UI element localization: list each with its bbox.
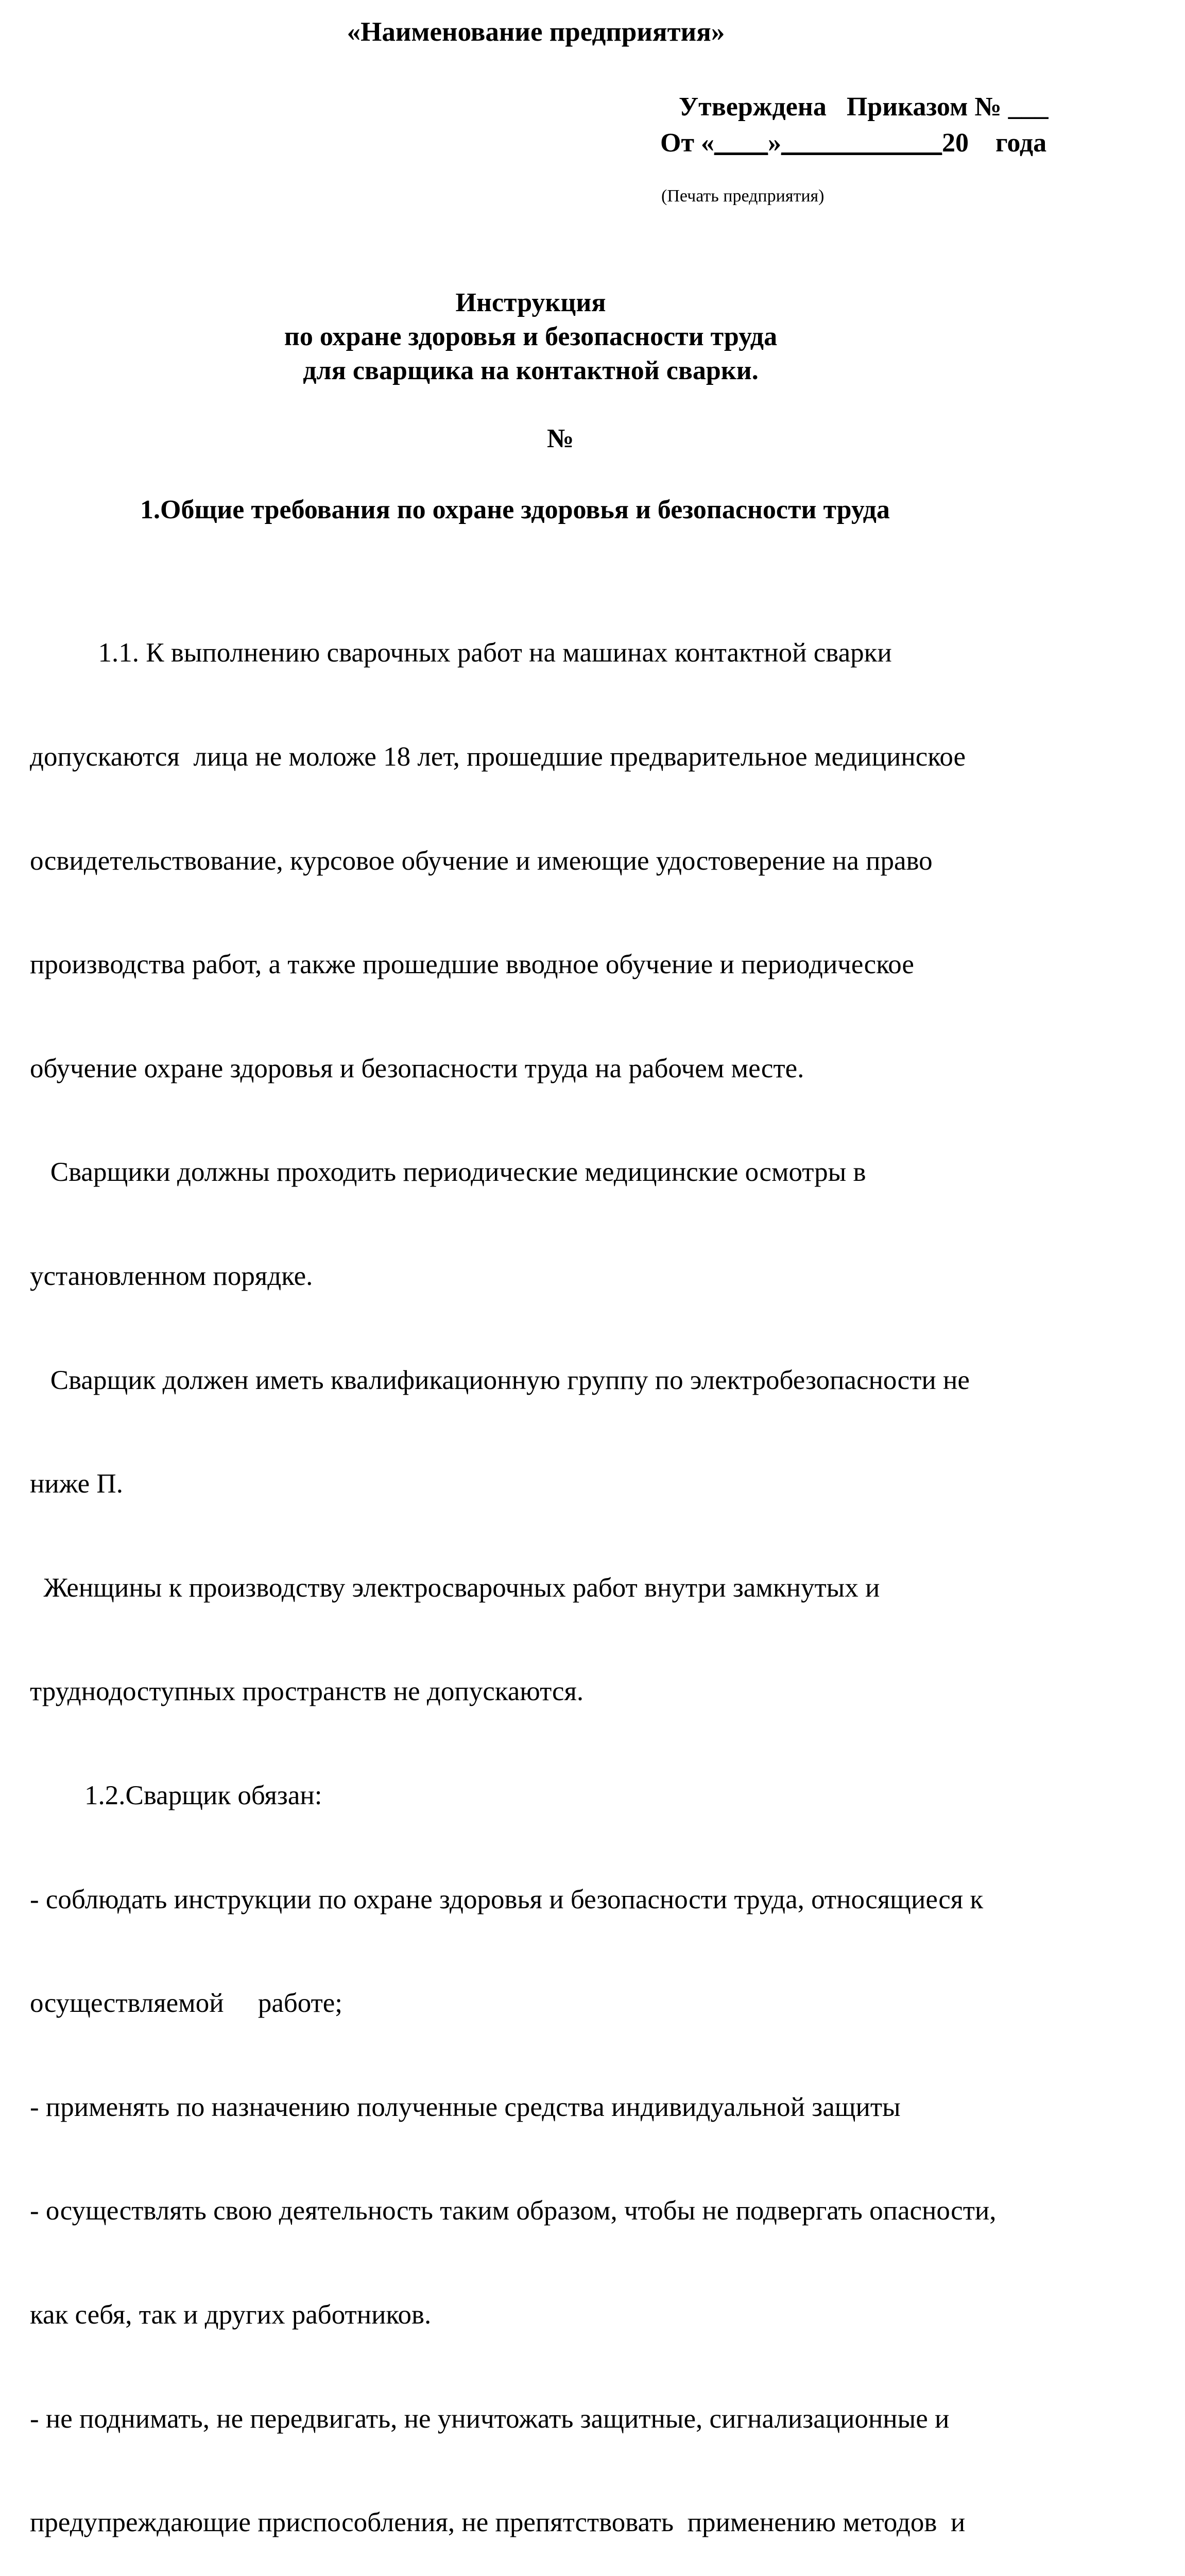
body-line: - осуществлять свою деятельность таким образом, чтобы не подвергать опасности,	[30, 2196, 997, 2226]
approval-date-month: ____________	[781, 128, 942, 158]
body-line: обучение охране здоровья и безопасности труда на рабочем месте.	[30, 1053, 804, 1083]
document-title: Инструкция	[455, 288, 606, 317]
body-line: ниже П.	[30, 1469, 123, 1499]
approval-date-day: ____	[714, 128, 768, 158]
document-subtitle-1: по охране здоровья и безопасности труда	[284, 322, 778, 351]
document-number: №	[547, 424, 574, 453]
approval-order-line: Утверждена Приказом № ___	[679, 92, 1049, 122]
approval-date-mid: »	[768, 128, 781, 158]
body-line: Женщины к производству электросварочных работ внутри замкнутых и	[30, 1572, 880, 1603]
body-line: освидетельствование, курсовое обучение и имеющие удостоверение на право	[30, 845, 933, 876]
section-heading: 1.Общие требования по охране здоровья и безопасности труда	[140, 495, 890, 524]
document-subtitle-2: для сварщика на контактной сварки.	[303, 356, 759, 385]
body-text	[30, 567, 996, 2576]
approval-date-year: 20 года	[942, 128, 1047, 158]
body-line: установленном порядке.	[30, 1261, 313, 1291]
stamp-note: (Печать предприятия)	[661, 187, 825, 206]
body-line: предупреждающие приспособления, не препятствовать применению методов и	[30, 2507, 966, 2538]
body-line: как себя, так и других работников.	[30, 2299, 432, 2330]
body-line: 1.2.Сварщик обязан:	[30, 1780, 322, 1810]
approval-date-line	[660, 128, 1046, 158]
body-line: - соблюдать инструкции по охране здоровья и безопасности труда, относящиеся к	[30, 1884, 984, 1914]
body-line: - не поднимать, не передвигать, не уничтожать защитные, сигнализационные и	[30, 2403, 950, 2434]
body-line: 1.1. К выполнению сварочных работ на машинах контактной сварки	[30, 638, 892, 668]
body-line: - применять по назначению полученные средства индивидуальной защиты	[30, 2092, 901, 2122]
body-line: труднодоступных пространств не допускаются.	[30, 1676, 584, 1707]
body-line: осуществляемой работе;	[30, 1988, 343, 2019]
body-line: Сварщики должны проходить периодические медицинские осмотры в	[30, 1157, 866, 1188]
body-line: Сварщик должен иметь квалификационную группу по электробезопасности не	[30, 1365, 970, 1395]
approval-date-prefix: От «	[660, 128, 714, 158]
company-name: «Наименование предприятия»	[347, 17, 725, 47]
body-line: допускаются лица не моложе 18 лет, прошедшие предварительное медицинское	[30, 742, 966, 772]
body-line: производства работ, а также прошедшие вводное обучение и периодическое	[30, 950, 914, 980]
